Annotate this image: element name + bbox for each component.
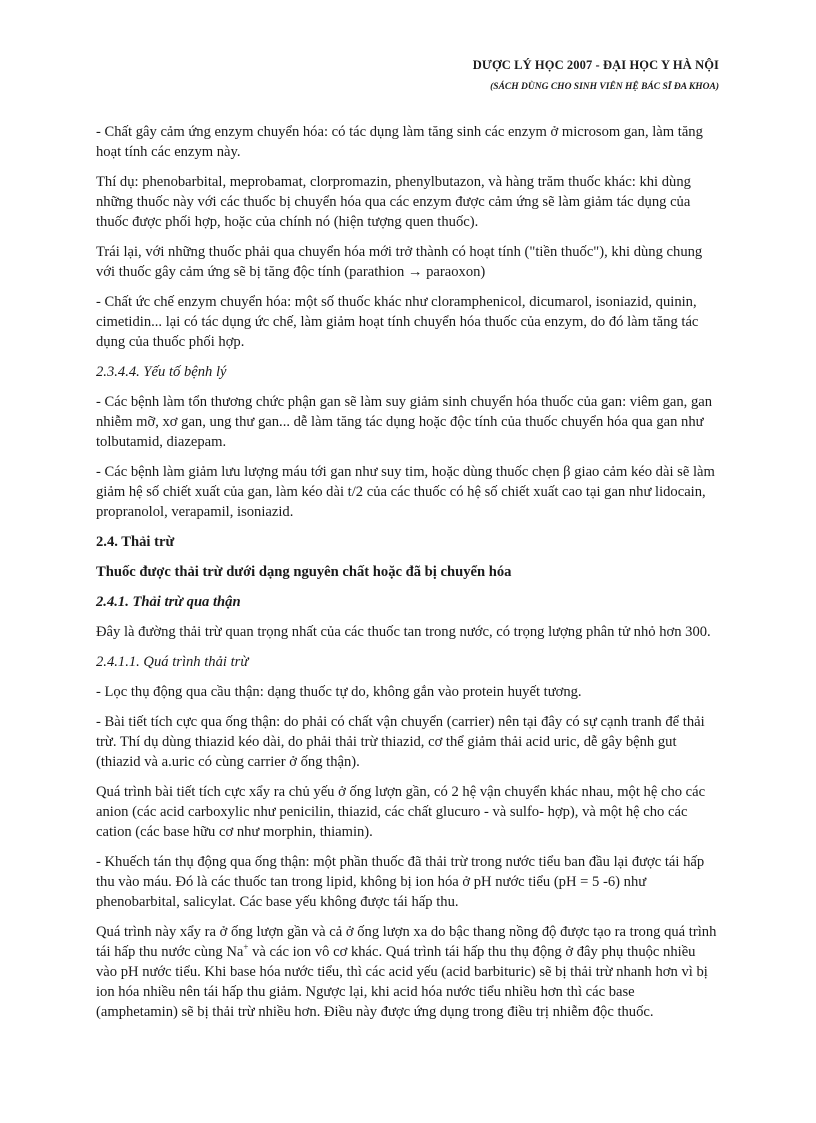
section-heading-24: 2.4. Thải trừ [96, 534, 175, 550]
paragraph-text: Quá trình này xẩy ra ở ống lượn gần và cả ở ống lượn xa do bậc thang nồng độ được tạo ra trong quá trình tái hấp thu nước cùng Na [96, 924, 717, 960]
section-heading-2411: 2.4.1.1. Quá trình thải trừ [96, 654, 249, 670]
paragraph [96, 922, 720, 1022]
header-title: DƯỢC LÝ HỌC 2007 - ĐẠI HỌC Y HÀ NỘI [472, 58, 719, 72]
paragraph: - Lọc thụ động qua cầu thận: dạng thuốc tự do, không gắn vào protein huyết tương. [96, 684, 582, 700]
paragraph: - Khuếch tán thụ động qua ống thận: một phần thuốc đã thải trừ trong nước tiểu ban đầu lại được tái hấp thu vào máu. Đó là các thuốc tan trong lipid, không bị ion hóa ở pH nước tiểu (pH = 5 -6) như phenobarbital, salicylat. Các base yếu không được tái hấp thu. [96, 854, 705, 910]
paragraph: Trái lại, với những thuốc phải qua chuyển hóa mới trở thành có hoạt tính ("tiền thuốc"), khi dùng chung với thuốc gây cảm ứng sẽ bị tăng độc tính (parathion → paraoxon) [96, 244, 703, 280]
paragraph: - Chất ức chế enzym chuyển hóa: một số thuốc khác như cloramphenicol, dicumarol, isoniazid, quinin, cimetidin... lại có tác dụng ức chế, làm giảm hoạt tính chuyển hóa thuốc của enzym, do đó làm tăng tác dụng của thuốc phối hợp. [96, 294, 699, 350]
section-heading-2344: 2.3.4.4. Yếu tố bệnh lý [96, 364, 227, 380]
paragraph: Đây là đường thải trừ quan trọng nhất của các thuốc tan trong nước, có trọng lượng phân tử nhỏ hơn 300. [96, 624, 711, 640]
paragraph-text: và các ion vô cơ khác. Quá trình tái hấp thu thụ động ở đây phụ thuộc nhiều vào pH nước tiểu. Khi base hóa nước tiểu, thì các acid yếu (acid barbituric) sẽ bị thải trừ nhanh hơn vì bị ion hóa nhiều nên tái hấp thu giảm. Ngược lại, khi acid hóa nước tiểu nhiều hơn thì các base (amphetamin) sẽ bị thải trừ nhiều hơn. Điều này được ứng dụng trong điều trị nhiễm độc thuốc. [96, 944, 708, 1020]
sodium-charge: + [243, 942, 249, 953]
paragraph: - Chất gây cảm ứng enzym chuyển hóa: có tác dụng làm tăng sinh các enzym ở microsom gan, làm tăng hoạt tính các enzym này. [96, 124, 703, 160]
page-header [473, 58, 719, 92]
paragraph: Quá trình bài tiết tích cực xẩy ra chủ yếu ở ống lượn gần, có 2 hệ vận chuyển khác nhau, một hệ cho các anion (các acid carboxylic như penicilin, thiazid, các chất glucuro - và sulfo- hợp), và một hệ cho các cation (các base hữu cơ như morphin, thiamin). [96, 784, 706, 840]
paragraph: - Các bệnh làm giảm lưu lượng máu tới gan như suy tim, hoặc dùng thuốc chẹn β giao cảm kéo dài sẽ làm giảm hệ số chiết xuất của gan, làm kéo dài t/2 của các thuốc có hệ số chiết xuất cao tại gan như lidocain, propranolol, verapamil, isoniazid. [96, 464, 715, 520]
paragraph: - Các bệnh làm tổn thương chức phận gan sẽ làm suy giảm sinh chuyển hóa thuốc của gan: viêm gan, gan nhiễm mỡ, xơ gan, ung thư gan... dễ làm tăng tác dụng hoặc độc tính của thuốc chuyển hóa qua gan như tolbutamid, diazepam. [96, 394, 713, 450]
page-body [96, 122, 720, 1032]
section-subheading-24: Thuốc được thải trừ dưới dạng nguyên chất hoặc đã bị chuyển hóa [96, 564, 512, 580]
section-heading-241: 2.4.1. Thải trừ qua thận [96, 594, 241, 610]
header-subtitle: (SÁCH DÙNG CHO SINH VIÊN HỆ BÁC SĨ ĐA KHOA) [490, 82, 719, 92]
paragraph: Thí dụ: phenobarbital, meprobamat, clorpromazin, phenylbutazon, và hàng trăm thuốc khác: khi dùng những thuốc này với các thuốc bị chuyển hóa qua các enzym được cảm ứng sẽ làm giảm tác dụng của thuốc được phối hợp, hoặc của chính nó (hiện tượng quen thuốc). [96, 174, 691, 230]
paragraph: - Bài tiết tích cực qua ống thận: do phải có chất vận chuyển (carrier) nên tại đây có sự cạnh tranh để thải trừ. Thí dụ dùng thiazid kéo dài, do phải thải trừ thiazid, cơ thể giảm thải acid uric, dễ gây bệnh gut (thiazid và a.uric có cùng carrier ở ống thận). [96, 714, 705, 770]
